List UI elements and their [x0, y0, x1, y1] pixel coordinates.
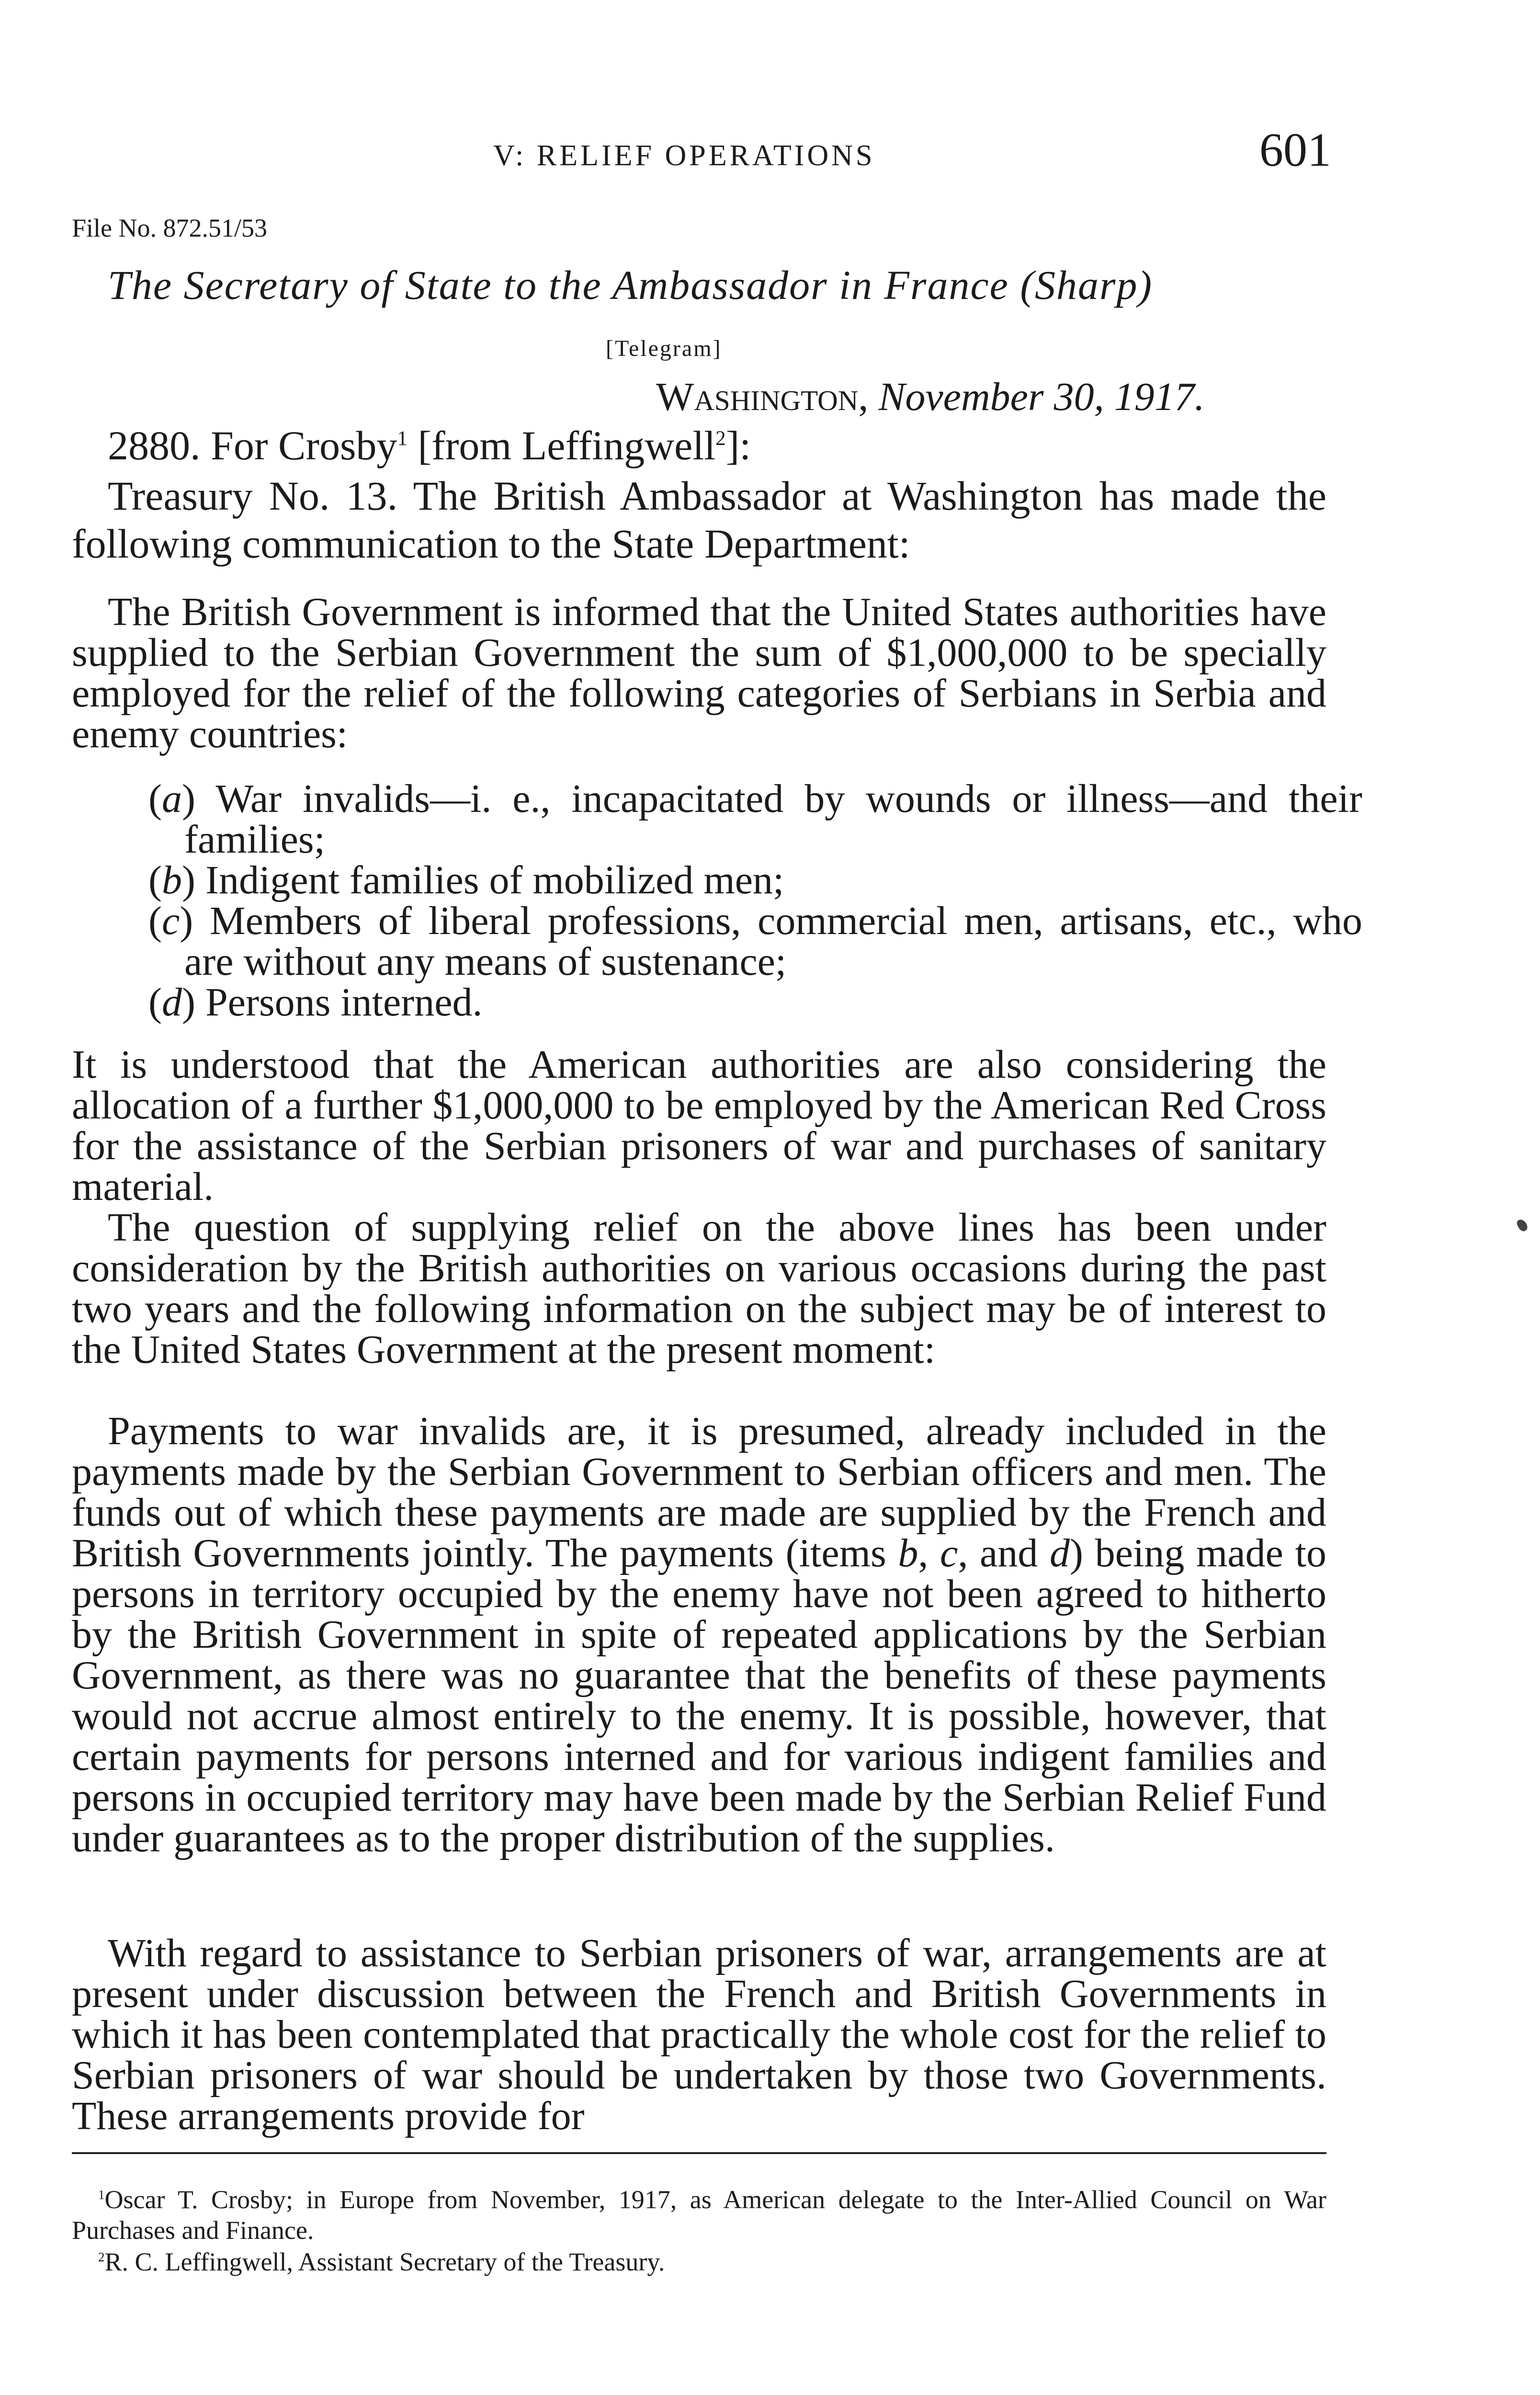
- list-item: (a) War invalids—i. e., incapacitated by wounds or illness—and their families;: [148, 776, 1362, 862]
- dateline-date: November 30, 1917.: [878, 375, 1205, 419]
- footnote-2: $^2$R. C. Leffingwell, Assistant Secretary of the Treasury.: [98, 2247, 665, 2276]
- file-number: File No. 872.51/53: [72, 214, 268, 242]
- footnote-ref-1: 1: [397, 427, 408, 450]
- page-number: 601: [1259, 123, 1331, 176]
- intro-paragraph: Treasury No. 13. The British Ambassador at Washington has made the following communication to the State Department:: [72, 473, 1326, 567]
- dateline: [656, 374, 1205, 420]
- running-head: V: RELIEF OPERATIONS: [493, 139, 875, 172]
- paragraph-payments: Payments to war invalids are, it is presumed, already included in the payments made by the Serbian Government to Serbian officers and men. The funds out of which these payments are made are supplied by the French and British Governments jointly. The payments (items b, c, and d) being made to persons in territory occupied by the enemy have not been agreed to hitherto by the British Government in spite of repeated applications by the Serbian Government, as there was no guarantee that the benefits of these payments would not accrue almost entirely to the enemy. It is possible, however, that certain payments for persons interned and for various indigent families and persons in occupied territory may have been made by the Serbian Relief Fund under guarantees as to the proper distribution of the supplies.: [72, 1409, 1326, 1860]
- quote-intro-paragraph: The British Government is informed that the United States authorities have supplied to the Serbian Government the sum of $1,000,000 to be specially employed for the relief of the following categories of Serbians in Serbia and enemy countries:: [72, 590, 1326, 756]
- dateline-place: Washington,: [656, 375, 869, 419]
- list-item: (c) Members of liberal professions, commercial men, artisans, etc., who are without any means of sustenance;: [148, 899, 1362, 984]
- telegram-number-line: 2880. For Crosby$^1$ [from Leffingwell$^2$]:: [108, 422, 751, 468]
- list-item: (d) Persons interned.: [148, 980, 483, 1025]
- document-title: The Secretary of State to the Ambassador in France (Sharp): [108, 262, 1153, 308]
- margin-ink-mark: [1516, 1218, 1529, 1233]
- paragraph-prisoners: With regard to assistance to Serbian prisoners of war, arrangements are at present under discussion between the French and British Governments in which it has been contemplated that practically the whole cost for the relief to Serbian prisoners of war should be undertaken by those two Governments. These arrangements provide for: [72, 1931, 1326, 2138]
- paragraph-question: The question of supplying relief on the above lines has been under consideration by the British authorities on various occasions during the past two years and the following information on the subject may be of interest to the United States Government at the present moment:: [72, 1205, 1326, 1372]
- footnote-divider: [72, 2152, 1326, 2154]
- footnote-ref-2: 2: [715, 427, 726, 450]
- list-item: (b) Indigent families of mobilized men;: [148, 858, 784, 902]
- document-type: [Telegram]: [606, 336, 722, 361]
- footnote-1: $^1$Oscar T. Crosby; in Europe from November, 1917, as American delegate to the Inter-Allied Council on War Purchases and Finance.: [72, 2185, 1326, 2245]
- paragraph-understood: It is understood that the American authorities are also considering the allocation of a further $1,000,000 to be employed by the American Red Cross for the assistance of the Serbian prisoners of war and purchases of sanitary material.: [72, 1042, 1326, 1209]
